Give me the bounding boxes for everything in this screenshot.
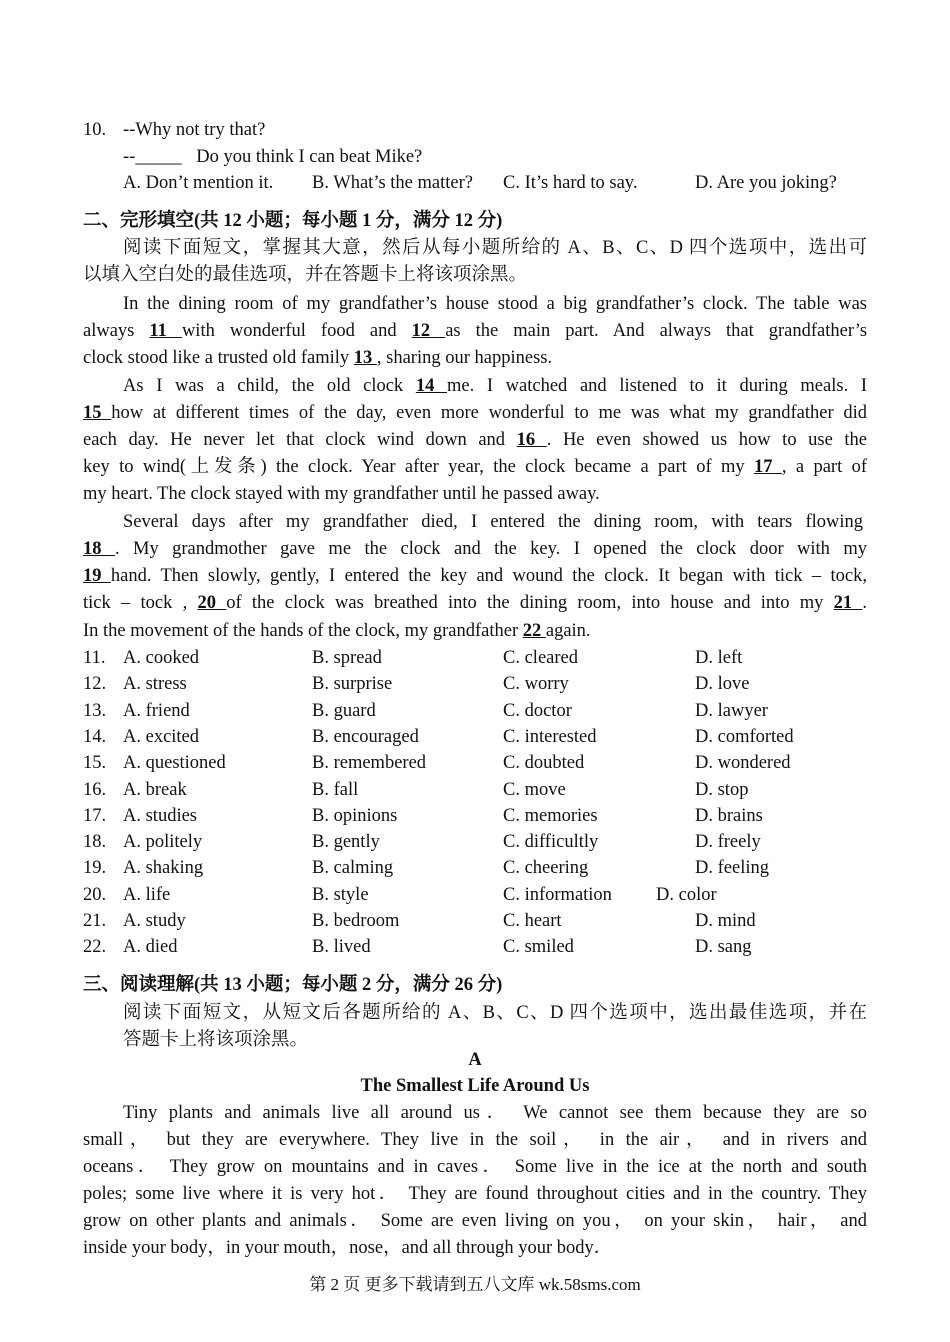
p3-text: . — [862, 593, 868, 613]
page-footer: 第 2 页 更多下载请到五八文库 wk.58sms.com — [309, 1275, 641, 1294]
q10-blank: --_____ — [123, 147, 182, 167]
option-b: B. encouraged — [312, 726, 419, 747]
blank-11: 11 — [149, 321, 182, 341]
p1-text: always — [83, 321, 135, 341]
option-d: D. left — [695, 648, 743, 668]
option-a: A. stress — [123, 674, 187, 695]
option-b: B. bedroom — [312, 911, 400, 931]
option-b: B. guard — [312, 700, 376, 721]
section3-instruction-1: 阅读下面短文，从短文后各题所给的 A、B、C、D 四个选项中，选出最佳选项，并在 — [123, 1003, 867, 1023]
blank-12: 12 — [411, 321, 446, 341]
p3-line5 — [83, 620, 591, 642]
q10-line1 — [83, 119, 266, 141]
section3-heading: 三、阅读理解(共 13 小题；每小题 2 分，满分 26 分) — [83, 975, 503, 995]
blank-14: 14 — [415, 376, 447, 396]
question-row — [83, 673, 883, 699]
option-a: A. life — [123, 884, 171, 905]
question-row — [83, 831, 883, 857]
option-d: D. wondered — [695, 753, 791, 774]
p3-text: tick – tock , — [83, 593, 188, 613]
option-b: B. remembered — [312, 753, 427, 774]
option-d: D. stop — [695, 779, 749, 800]
option-d: D. color — [656, 884, 717, 905]
option-c: C. worry — [503, 674, 569, 695]
option-b: B. fall — [312, 779, 359, 800]
q10-option-a: A. Don’t mention it. — [123, 173, 274, 193]
p1-line1: In the dining room of my grandfather’s house stood a big grandfather’s clock. The table was — [123, 294, 867, 314]
p2-text: . He even showed us how to use the — [546, 430, 868, 450]
option-a: A. study — [123, 911, 186, 931]
p1-text: with wonderful food and — [181, 321, 397, 341]
question-number: 21. — [83, 911, 107, 931]
p2-text: key to wind(上发条) the clock. Year after year, the clock became a part of my — [83, 457, 745, 477]
option-c: C. move — [503, 779, 566, 800]
question-number: 19. — [83, 858, 107, 879]
section3-instruction-2: 答题卡上将该项涂黑。 — [123, 1030, 309, 1050]
blank-22: 22 — [522, 621, 546, 641]
p2-text: , a part of — [781, 457, 868, 477]
p2-text: As I was a child, the old clock — [123, 376, 404, 396]
option-c: C. smiled — [503, 937, 574, 958]
passage-line-2: small， but they are everywhere. They live in the soil， in the air， and in rivers and — [83, 1130, 867, 1150]
blank-18: 18 — [83, 539, 115, 559]
question-number: 18. — [83, 832, 107, 853]
blank-21: 21 — [833, 593, 863, 613]
option-a: A. questioned — [123, 753, 226, 774]
option-a: A. cooked — [123, 648, 200, 668]
option-a: A. studies — [123, 805, 197, 826]
passage-line-4: poles; some live where it is very hot． They are found throughout cities and in the country. They — [83, 1184, 867, 1204]
p3-line2 — [83, 538, 867, 560]
p1-line2 — [83, 320, 867, 342]
p3-text: . My grandmother gave me the clock and the key. I opened the clock door with my — [114, 539, 868, 559]
q10-question: Do you think I can beat Mike? — [196, 147, 423, 167]
p3-line1: Several days after my grandfather died, I entered the dining room, with tears flowing — [123, 512, 863, 532]
blank-20: 20 — [197, 593, 227, 613]
question-number: 13. — [83, 700, 107, 721]
p3-text: of the clock was breathed into the dining room, into house and into my — [226, 593, 824, 613]
question-row — [83, 752, 883, 778]
question-number: 17. — [83, 805, 107, 826]
option-c: C. cheering — [503, 858, 589, 879]
question-number: 11. — [83, 648, 106, 668]
question-row — [83, 647, 883, 673]
question-number: 20. — [83, 884, 107, 905]
q10-line2 — [123, 146, 422, 168]
p2-text: me. I watched and listened to it during meals. I — [446, 376, 868, 396]
blank-17: 17 — [754, 457, 782, 477]
question-number: 22. — [83, 937, 107, 958]
p3-text: In the movement of the hands of the clock, my grandfather — [83, 621, 519, 641]
p2-line2 — [83, 402, 867, 424]
option-b: B. calming — [312, 858, 394, 879]
blank-19: 19 — [83, 566, 111, 586]
p3-text: again. — [545, 621, 591, 641]
question-row — [83, 726, 883, 752]
q10-option-b: B. What’s the matter? — [312, 173, 473, 193]
option-d: D. freely — [695, 832, 761, 853]
p2-line3 — [83, 429, 867, 451]
p2-line4 — [83, 456, 867, 478]
p2-line5: my heart. The clock stayed with my grandfather until he passed away. — [83, 484, 600, 504]
option-c: C. cleared — [503, 648, 578, 668]
option-a: A. shaking — [123, 858, 204, 879]
question-row — [83, 910, 883, 936]
option-c: C. doctor — [503, 700, 572, 721]
option-d: D. comforted — [695, 726, 794, 747]
q10-prompt: --Why not try that? — [123, 120, 266, 140]
option-a: A. died — [123, 937, 178, 958]
blank-13: 13 — [353, 348, 377, 368]
option-c: C. heart — [503, 911, 562, 931]
option-d: D. sang — [695, 937, 752, 958]
q10-number: 10. — [83, 120, 107, 140]
option-a: A. excited — [123, 726, 200, 747]
p2-line1 — [123, 375, 867, 397]
option-c: C. information — [503, 884, 612, 905]
q10-option-d: D. Are you joking? — [695, 173, 837, 193]
question-number: 16. — [83, 779, 107, 800]
question-row — [83, 700, 883, 726]
option-c: C. doubted — [503, 753, 585, 774]
question-number: 14. — [83, 726, 107, 747]
section2-instruction-2: 以填入空白处的最佳选项，并在答题卡上将该项涂黑。 — [83, 265, 528, 285]
passage-line-3: oceans． They grow on mountains and in caves． Some live in the ice at the north and south — [83, 1157, 867, 1177]
option-c: C. memories — [503, 805, 598, 826]
blank-16: 16 — [516, 430, 547, 450]
question-row — [83, 805, 883, 831]
option-b: B. surprise — [312, 674, 393, 695]
passage-label: A — [468, 1050, 482, 1070]
option-d: D. brains — [695, 805, 763, 826]
p3-line4 — [83, 592, 867, 614]
p1-text: clock stood like a trusted old family — [83, 348, 350, 368]
p1-text: as the main part. And always that grandfather’s — [445, 321, 868, 341]
p1-text: , sharing our happiness. — [376, 348, 553, 368]
option-b: B. gently — [312, 832, 380, 853]
option-d: D. mind — [695, 911, 756, 931]
option-d: D. lawyer — [695, 700, 768, 721]
q10-options — [83, 173, 883, 195]
passage-line-6: inside your body，in your mouth，nose，and all through your body． — [83, 1238, 613, 1258]
section2-heading: 二、完形填空(共 12 小题；每小题 1 分，满分 12 分) — [83, 211, 503, 231]
question-row — [83, 936, 883, 962]
p2-text: each day. He never let that clock wind down and — [83, 430, 506, 450]
question-number: 12. — [83, 674, 107, 695]
option-d: D. feeling — [695, 858, 769, 879]
p3-text: hand. Then slowly, gently, I entered the key and wound the clock. It began with tick – tock, — [110, 566, 867, 586]
option-b: B. lived — [312, 937, 371, 958]
option-a: A. politely — [123, 832, 203, 853]
p1-line3 — [83, 347, 552, 369]
question-number: 15. — [83, 753, 107, 774]
option-a: A. friend — [123, 700, 190, 721]
option-c: C. difficultly — [503, 832, 599, 853]
section2-instruction-1: 阅读下面短文，掌握其大意，然后从每小题所给的 A、B、C、D 四个选项中，选出可 — [123, 238, 867, 258]
question-row — [83, 779, 883, 805]
option-b: B. opinions — [312, 805, 398, 826]
option-c: C. interested — [503, 726, 597, 747]
p2-text: how at different times of the day, even more wonderful to me was what my grandfather did — [111, 403, 867, 423]
option-d: D. love — [695, 674, 750, 695]
blank-15: 15 — [83, 403, 112, 423]
passage-line-5: grow on other plants and animals． Some are even living on you， on your skin， hair， and — [83, 1211, 867, 1231]
passage-title: The Smallest Life Around Us — [360, 1076, 590, 1096]
option-b: B. style — [312, 884, 369, 905]
q10-option-c: C. It’s hard to say. — [503, 173, 638, 193]
option-b: B. spread — [312, 648, 382, 668]
question-row — [83, 884, 883, 910]
p3-line3 — [83, 565, 867, 587]
option-a: A. break — [123, 779, 187, 800]
passage-line-1: Tiny plants and animals live all around us． We cannot see them because they are so — [123, 1103, 867, 1123]
question-row — [83, 857, 883, 883]
